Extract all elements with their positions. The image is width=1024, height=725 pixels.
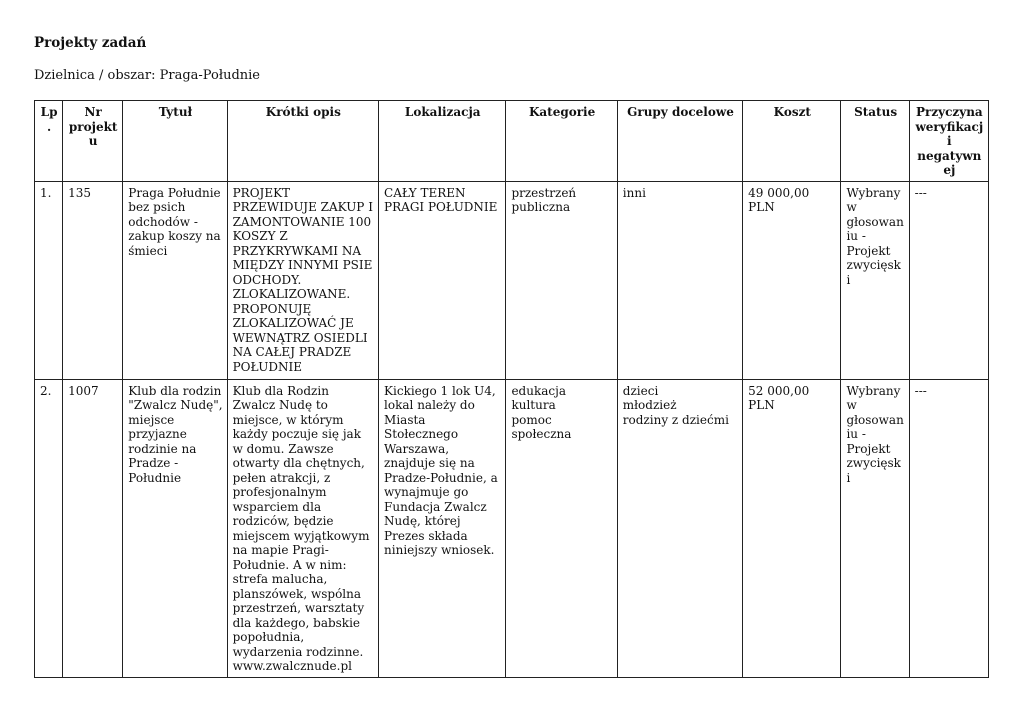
- cell-description: Klub dla Rodzin Zwalcz Nudę to miejsce, w którym każdy poczuje się jak w domu. Zawsze otwarty dla chętnych, pełen atrakcji, z profesjonalnym wsparciem dla rodziców, będzie miejscem wyjątkowym na mapie Pragi-Południe. A w nim: strefa malucha, planszówek, wspólna przestrzeń, warsztaty dla każdego, babskie popołudnia, wydarzenia rodzinne. www.zwalcznude.pl: [227, 379, 378, 677]
- cell-cost: 52 000,00 PLN: [743, 379, 841, 677]
- group-item: inni: [622, 185, 646, 200]
- table-row: [35, 181, 989, 379]
- cell-reason: ---: [909, 379, 988, 677]
- header-status: Status: [841, 101, 909, 182]
- header-description: Krótki opis: [227, 101, 378, 182]
- projects-table: [34, 100, 989, 678]
- category-item: edukacja: [511, 383, 566, 398]
- header-lp: Lp.: [35, 101, 63, 182]
- group-item: dzieci: [622, 383, 659, 398]
- cell-lp: 1.: [35, 181, 63, 379]
- cell-groups: [617, 379, 742, 677]
- category-item: przestrzeń publiczna: [511, 185, 577, 214]
- cell-description: PROJEKT PRZEWIDUJE ZAKUP I ZAMONTOWANIE 100 KOSZY Z PRZYKRYWKAMI NA MIĘDZY INNYMI PSIE ODCHODY. ZLOKALIZOWANE. PROPONUJĘ ZLOKALIZOWAĆ JE WEWNĄTRZ OSIEDLI NA CAŁEJ PRADZE POŁUDNIE: [227, 181, 378, 379]
- cell-cost: 49 000,00 PLN: [743, 181, 841, 379]
- cell-categories: [506, 379, 617, 677]
- cell-title: Klub dla rodzin "Zwalcz Nudę", miejsce przyjazne rodzinie na Pradze - Południe: [123, 379, 227, 677]
- page-title: Projekty zadań: [34, 35, 147, 51]
- group-item: rodziny z dziećmi: [622, 412, 729, 427]
- district-line: Dzielnica / obszar: Praga-Południe: [34, 68, 260, 83]
- cell-status: Wybrany w głosowaniu - Projekt zwycięski: [841, 181, 909, 379]
- cell-lp: 2.: [35, 379, 63, 677]
- header-groups: Grupy docelowe: [617, 101, 742, 182]
- category-item: kultura: [511, 398, 556, 412]
- cell-title: Praga Południe bez psich odchodów - zakup koszy na śmieci: [123, 181, 227, 379]
- cell-reason: ---: [909, 181, 988, 379]
- table-row: [35, 379, 989, 677]
- cell-groups: [617, 181, 742, 379]
- cell-nr: 135: [63, 181, 123, 379]
- cell-status: Wybrany w głosowaniu - Projekt zwycięski: [841, 379, 909, 677]
- header-cost: Koszt: [743, 101, 841, 182]
- header-reason: Przyczyna weryfikacji negatywnej: [909, 101, 988, 182]
- cell-categories: [506, 181, 617, 379]
- category-item: pomoc społeczna: [511, 412, 572, 441]
- header-nr: Nr projektu: [63, 101, 123, 182]
- header-location: Lokalizacja: [379, 101, 506, 182]
- group-item: młodzież: [622, 398, 677, 412]
- cell-nr: 1007: [63, 379, 123, 677]
- cell-location: Kickiego 1 lok U4, lokal należy do Miasta Stołecznego Warszawa, znajduje się na Pradze-Południe, a wynajmuje go Fundacja Zwalcz Nudę, której Prezes składa niniejszy wniosek.: [379, 379, 506, 677]
- cell-location: CAŁY TEREN PRAGI POŁUDNIE: [379, 181, 506, 379]
- table-header-row: [35, 101, 989, 182]
- header-categories: Kategorie: [506, 101, 617, 182]
- header-title: Tytuł: [123, 101, 227, 182]
